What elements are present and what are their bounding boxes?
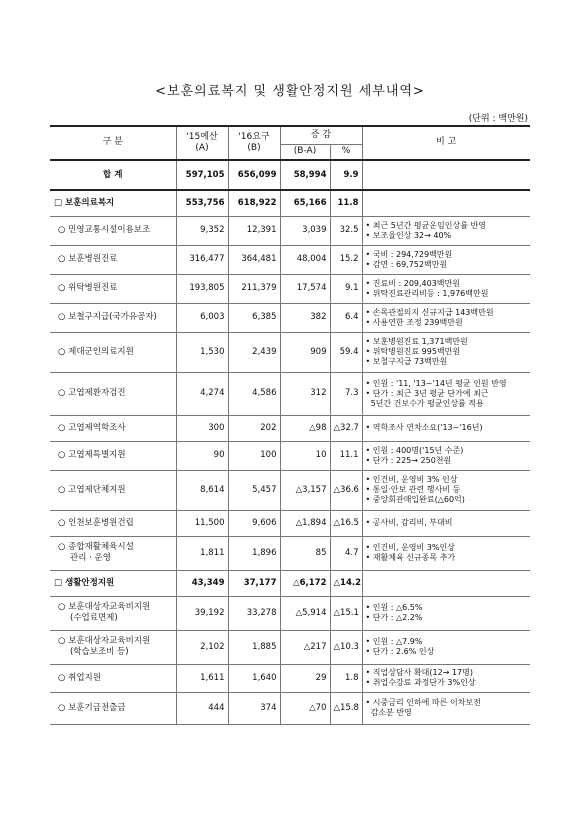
row-label-line: ○ 고엽제단체지원 <box>58 484 126 495</box>
remark-line: • 직업상담사 확대(12→ 17명) <box>365 668 473 677</box>
row-budget-2015: 6,003 <box>176 303 228 332</box>
row-remarks <box>362 536 530 570</box>
row-budget-2015: 8,614 <box>176 470 228 510</box>
section-change-amount: △6,172 <box>280 570 330 596</box>
table-row <box>50 536 530 570</box>
row-change-percent: △15.1 <box>330 596 362 630</box>
row-remarks <box>362 372 530 415</box>
unit-label: (단위 : 백만원) <box>468 114 528 124</box>
remark-line: • 보철구지급 73백만원 <box>365 357 448 366</box>
row-change-percent: 9.1 <box>330 274 362 303</box>
row-remarks <box>362 415 530 441</box>
row-change-amount: 3,039 <box>280 216 330 245</box>
table-row <box>50 441 530 470</box>
row-label-line: (수업료면제) <box>70 613 118 623</box>
total-label: 합 계 <box>103 169 123 180</box>
row-remarks <box>362 596 530 630</box>
table-row <box>50 274 530 303</box>
remark-line: • 단가 : 2.6% 인상 <box>365 647 435 656</box>
row-budget-2015: 1,811 <box>176 536 228 570</box>
row-label <box>50 510 176 536</box>
row-change-amount: 909 <box>280 332 330 372</box>
row-change-percent: 32.5 <box>330 216 362 245</box>
remark-line: • 보훈병원진료 1,371백만원 <box>365 337 468 346</box>
row-budget-2015: 316,477 <box>176 245 228 274</box>
row-change-amount: △217 <box>280 630 330 664</box>
row-request-2016: 33,278 <box>228 596 280 630</box>
row-budget-2015: 1,611 <box>176 664 228 692</box>
row-request-2016: 12,391 <box>228 216 280 245</box>
header-budget-2015: '15예산 (A) <box>176 126 228 160</box>
row-change-amount: 85 <box>280 536 330 570</box>
row-budget-2015: 39,192 <box>176 596 228 630</box>
row-label <box>50 332 176 372</box>
table-row <box>50 332 530 372</box>
row-change-percent: 6.4 <box>330 303 362 332</box>
table-row <box>50 303 530 332</box>
table-row <box>50 510 530 536</box>
table-row <box>50 470 530 510</box>
section-remarks <box>362 190 530 216</box>
total-request-2016: 656,099 <box>228 160 280 190</box>
row-label-line: ○ 위탁병원진료 <box>58 283 118 294</box>
row-change-percent: △10.3 <box>330 630 362 664</box>
remark-line: • 단가 : △2.2% <box>365 613 423 622</box>
row-budget-2015: 300 <box>176 415 228 441</box>
row-change-percent: 7.3 <box>330 372 362 415</box>
row-label <box>50 664 176 692</box>
row-change-amount: △1,894 <box>280 510 330 536</box>
remark-line: • 손목관절의지 신규지급 143백만원 <box>365 307 494 317</box>
row-remarks <box>362 332 530 372</box>
remark-line: • 취업수강료 과정단가 3%인상 <box>365 678 476 687</box>
row-label <box>50 692 176 724</box>
row-label <box>50 630 176 664</box>
row-remarks <box>362 274 530 303</box>
remark-line: • 국비 : 294,729백만원 <box>365 249 453 259</box>
row-change-percent: △36.6 <box>330 470 362 510</box>
row-request-2016: 202 <box>228 415 280 441</box>
row-label-line: ○ 고엽제특별지원 <box>58 450 126 461</box>
row-budget-2015: 90 <box>176 441 228 470</box>
remark-line: • 인원 : △7.9% <box>365 637 423 646</box>
remark-line: • 재활체육 신규종목 추가 <box>365 553 456 562</box>
row-request-2016: 100 <box>228 441 280 470</box>
remark-line: • 중앙회관매입완료(△60억) <box>365 495 465 504</box>
table-row <box>50 415 530 441</box>
row-request-2016: 1,896 <box>228 536 280 570</box>
remark-line: 감소분 반영 <box>365 708 412 717</box>
row-label <box>50 274 176 303</box>
total-change-percent: 9.9 <box>330 160 362 190</box>
row-label-line: 관리 · 운영 <box>70 553 111 563</box>
remark-line: • 단가 : 225→ 250천원 <box>365 455 452 465</box>
section-label: □ 생활안정지원 <box>54 577 115 588</box>
row-remarks <box>362 692 530 724</box>
section-row <box>50 190 530 216</box>
remark-line: • 최근 5년간 평균운임인상률 반영 <box>365 220 486 230</box>
table-body <box>50 160 530 724</box>
total-remarks <box>362 160 530 190</box>
row-change-percent: 1.8 <box>330 664 362 692</box>
row-label <box>50 245 176 274</box>
row-budget-2015: 11,500 <box>176 510 228 536</box>
row-change-percent: △15.8 <box>330 692 362 724</box>
row-remarks <box>362 664 530 692</box>
remark-line: • 인원 : 400명('15년 수준) <box>365 445 464 455</box>
row-request-2016: 211,379 <box>228 274 280 303</box>
row-change-percent: △32.7 <box>330 415 362 441</box>
total-change-amount: 58,994 <box>280 160 330 190</box>
table-row <box>50 664 530 692</box>
row-label-line: ○ 보훈병원진료 <box>58 254 118 265</box>
section-budget-2015: 43,349 <box>176 570 228 596</box>
row-label <box>50 372 176 415</box>
row-remarks <box>362 470 530 510</box>
row-change-percent: 11.1 <box>330 441 362 470</box>
remark-line: • 시중금리 인하에 따른 이차보전 <box>365 698 481 707</box>
row-label <box>50 596 176 630</box>
row-label-line: ○ 보훈대상자교육비지원 <box>58 602 151 613</box>
budget-table <box>50 125 530 725</box>
row-label-line: ○ 종합재활체육시설 <box>58 542 134 553</box>
row-label-line: ○ 민영교통시설이용보조 <box>58 225 151 236</box>
remark-line: • 진료비 : 209,403백만원 <box>365 278 460 288</box>
row-request-2016: 6,385 <box>228 303 280 332</box>
row-label-line: (학습보조비 등) <box>70 647 129 657</box>
remark-line: • 공사비, 감리비, 부대비 <box>365 518 453 527</box>
header-category: 구 분 <box>102 137 123 148</box>
section-change-percent: 11.8 <box>330 190 362 216</box>
row-budget-2015: 2,102 <box>176 630 228 664</box>
row-change-percent: △16.5 <box>330 510 362 536</box>
header-change-amount: (B-A) <box>280 144 330 160</box>
section-row <box>50 570 530 596</box>
remark-line: • 위탁병원진료 995백만원 <box>365 347 461 356</box>
row-remarks <box>362 303 530 332</box>
row-label-line: ○ 보훈기금전출금 <box>58 702 126 713</box>
remark-line: • 단가 : 최근 3년 평균 단가에 최근 <box>365 388 489 398</box>
row-label-line: ○ 고엽제역학조사 <box>58 422 126 433</box>
row-change-percent: 15.2 <box>330 245 362 274</box>
row-request-2016: 1,640 <box>228 664 280 692</box>
header-remarks: 비 고 <box>362 126 530 160</box>
remark-line: 5년간 건보수가 평균인상률 적용 <box>365 398 484 408</box>
row-change-amount: △70 <box>280 692 330 724</box>
header-change: 증 감 <box>280 126 362 144</box>
header-change-percent: % <box>330 144 362 160</box>
page-title: <보훈의료복지 및 생활안정지원 세부내역> <box>155 84 425 99</box>
row-budget-2015: 444 <box>176 692 228 724</box>
row-remarks <box>362 630 530 664</box>
row-label-line: ○ 보철구지급(국가유공자) <box>58 312 157 323</box>
row-request-2016: 9,606 <box>228 510 280 536</box>
row-label <box>50 303 176 332</box>
row-change-amount: 29 <box>280 664 330 692</box>
row-change-amount: 10 <box>280 441 330 470</box>
row-request-2016: 374 <box>228 692 280 724</box>
row-label <box>50 441 176 470</box>
row-change-amount: △3,157 <box>280 470 330 510</box>
section-request-2016: 618,922 <box>228 190 280 216</box>
remark-line: • 인건비, 운영비 3%인상 <box>365 543 455 552</box>
remark-line: • 사용연한 조정 239백만원 <box>365 317 463 327</box>
row-label <box>50 470 176 510</box>
section-remarks <box>362 570 530 596</box>
row-change-amount: 312 <box>280 372 330 415</box>
section-label: □ 보훈의료복지 <box>54 197 115 208</box>
remark-line: • 위탁진료관리비등 : 1,976백만원 <box>365 288 489 298</box>
table-row <box>50 630 530 664</box>
total-row <box>50 160 530 190</box>
row-request-2016: 2,439 <box>228 332 280 372</box>
row-change-amount: 48,004 <box>280 245 330 274</box>
remark-line: • 역학조사 연차소요('13~'16년) <box>365 423 483 432</box>
row-remarks <box>362 216 530 245</box>
row-request-2016: 5,457 <box>228 470 280 510</box>
header-request-2016: '16요구 (B) <box>228 126 280 160</box>
row-change-percent: 4.7 <box>330 536 362 570</box>
table-row <box>50 692 530 724</box>
row-label-line: ○ 인천보훈병원건립 <box>58 517 134 528</box>
row-label <box>50 536 176 570</box>
row-remarks <box>362 245 530 274</box>
row-change-amount: 17,574 <box>280 274 330 303</box>
row-request-2016: 1,885 <box>228 630 280 664</box>
table-row <box>50 245 530 274</box>
remark-line: • 인원 : △6.5% <box>365 603 423 612</box>
row-change-amount: 382 <box>280 303 330 332</box>
row-budget-2015: 9,352 <box>176 216 228 245</box>
table-row <box>50 372 530 415</box>
section-budget-2015: 553,756 <box>176 190 228 216</box>
row-request-2016: 4,586 <box>228 372 280 415</box>
row-change-amount: △98 <box>280 415 330 441</box>
row-budget-2015: 1,530 <box>176 332 228 372</box>
row-label <box>50 216 176 245</box>
row-label-line: ○ 제대군인의료지원 <box>58 346 134 357</box>
table-row <box>50 596 530 630</box>
total-budget-2015: 597,105 <box>176 160 228 190</box>
remark-line: • 인건비, 운영비 3% 인상 <box>365 475 458 484</box>
row-label-line: ○ 고엽제환자검진 <box>58 388 126 399</box>
remark-line: • 감면 : 69,752백만원 <box>365 259 448 269</box>
section-request-2016: 37,177 <box>228 570 280 596</box>
row-remarks <box>362 441 530 470</box>
remark-line: • 인원 : '11, '13~'14년 평균 인원 반영 <box>365 378 507 388</box>
section-change-amount: 65,166 <box>280 190 330 216</box>
row-label-line: ○ 보훈대상자교육비지원 <box>58 636 151 647</box>
row-budget-2015: 193,805 <box>176 274 228 303</box>
row-change-percent: 59.4 <box>330 332 362 372</box>
table-row <box>50 216 530 245</box>
row-request-2016: 364,481 <box>228 245 280 274</box>
row-label-line: ○ 취업지원 <box>58 672 101 683</box>
remark-line: • 보조율인상 32→ 40% <box>365 230 452 240</box>
row-remarks <box>362 510 530 536</box>
row-label <box>50 415 176 441</box>
row-budget-2015: 4,274 <box>176 372 228 415</box>
row-change-amount: △5,914 <box>280 596 330 630</box>
section-change-percent: △14.2 <box>330 570 362 596</box>
remark-line: • 통일·안보 관련 행사비 등 <box>365 485 461 494</box>
